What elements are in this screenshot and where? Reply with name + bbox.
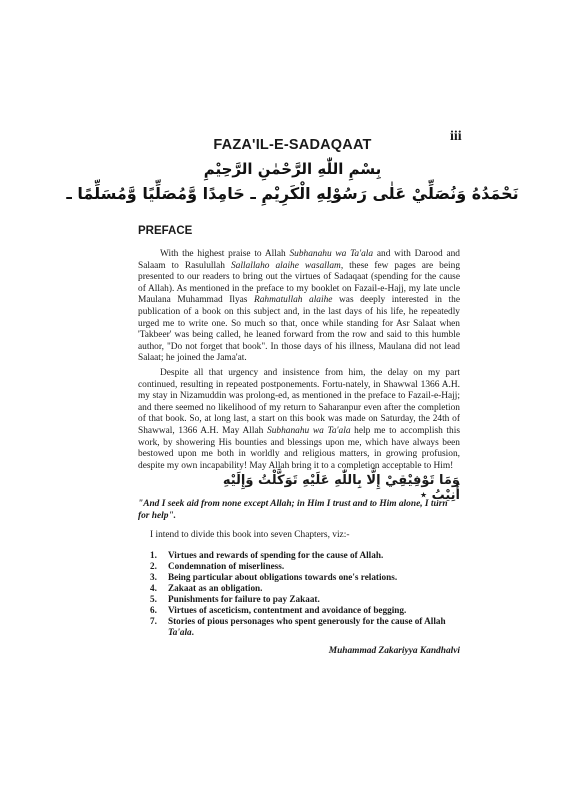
preface-paragraph-1: [138, 249, 460, 365]
p1-honorific-1: Subhanahu wa Ta'ala: [289, 249, 374, 259]
p2-honorific-1: Subhanahu wa Ta'ala: [267, 425, 351, 436]
preface-paragraph-2: [138, 368, 460, 472]
list-item: 4. Zakaat as an obligation.: [150, 583, 263, 593]
chapter-list: [150, 550, 460, 638]
bismillah-calligraphy: بِسْمِ اللّٰهِ الرَّحْمٰنِ الرَّحِيْمِ: [203, 160, 382, 178]
author-signature: Muhammad Zakariyya Kandhalvi: [328, 646, 460, 656]
p1-honorific-3: Rahmatullah alaihe: [254, 295, 333, 306]
running-title: FAZA'IL-E-SADAQAAT: [213, 137, 372, 153]
page-number: iii: [450, 129, 462, 144]
dua-calligraphy: وَمَا تَوْفِيْقِيْ إِلَّا بِاللّٰهِ عَلَيْهِ تَوَكَّلْتُ وَإِلَيْهِ أُنِيْبُ ٭: [222, 473, 460, 503]
preface-heading: PREFACE: [138, 225, 193, 237]
p1-honorific-2: Sallallaho alaihe wasallam: [230, 260, 341, 271]
p2-text-2: help me to accomplish this work, by showering His bounties and blessings upon me, which have always been bestowed upon me both in worldly and religious matters, in growing profusion, despite my own incapability! May Allah bring it to a completion acceptable to Him!: [138, 425, 460, 471]
list-item: 7. Stories of pious personages who spent generously for the cause of Allah Ta'ala.: [150, 616, 446, 637]
list-item: 1. Virtues and rewards of spending for the cause of Allah.: [150, 550, 384, 560]
p1-text-2: and with Darood and Salaam to Rasulullah: [138, 249, 460, 271]
list-item: 3. Being particular about obligations towards one's relations.: [150, 572, 398, 582]
list-item: 6. Virtues of asceticism, contentment and avoidance of begging.: [150, 605, 407, 615]
list-item: 2. Condemnation of miserliness.: [150, 561, 285, 571]
salawat-calligraphy: نَحْمَدُهُ وَنُصَلِّيْ عَلٰى رَسُوْلِهِ الْكَرِيْمِ ـ حَامِدًا وَّمُصَلِّيًا وَّمُسَلِّمًا ـ: [66, 184, 519, 203]
list-item: 5. Punishments for failure to pay Zakaat.: [150, 594, 320, 604]
chapters-intro: I intend to divide this book into seven Chapters, viz:-: [150, 530, 350, 540]
p1-text-1: With the highest praise to Allah: [160, 249, 290, 259]
p1-text-4: was deeply interested in the publication of a book on this subject and, in the last days of his life, he repeatedly urged me to write one. So much so that, once while standing for Asr Salaat when 'Takbeer' was being called, he leaned forward from the row and said to this humble author, "Do not forget that book". In those days of his illness, Maulana did not lead Salaat; he joined the Jama'at.: [138, 295, 461, 364]
p2-text-1: Despite all that urgency and insistence from him, the delay on my part continued, resulting in repeated postponements. Fortu-nately, in Shawwal 1366 A.H. my stay in Nizamuddin was prolong-ed, as mentioned in the preface to Fazail-e-Hajj; and there seemed no likelihood of my return to Saharanpur even after the completion of that book. So, at long last, a start on this book was made on Saturday, the 24th of Shawwal, 1366 A.H. May Allah: [138, 368, 460, 436]
p1-text-3: , these few pages are being presented to our readers to bring out the virtues of Sadaqaat (spending for the cause of Allah). As mentioned in the preface to my booklet on Fazail-e-Hajj, my late uncle Maulana Muhammad Ilyas: [138, 260, 461, 306]
dua-translation: "And I seek aid from none except Allah; in Him I trust and to Him alone, I turn for help".: [138, 499, 448, 521]
